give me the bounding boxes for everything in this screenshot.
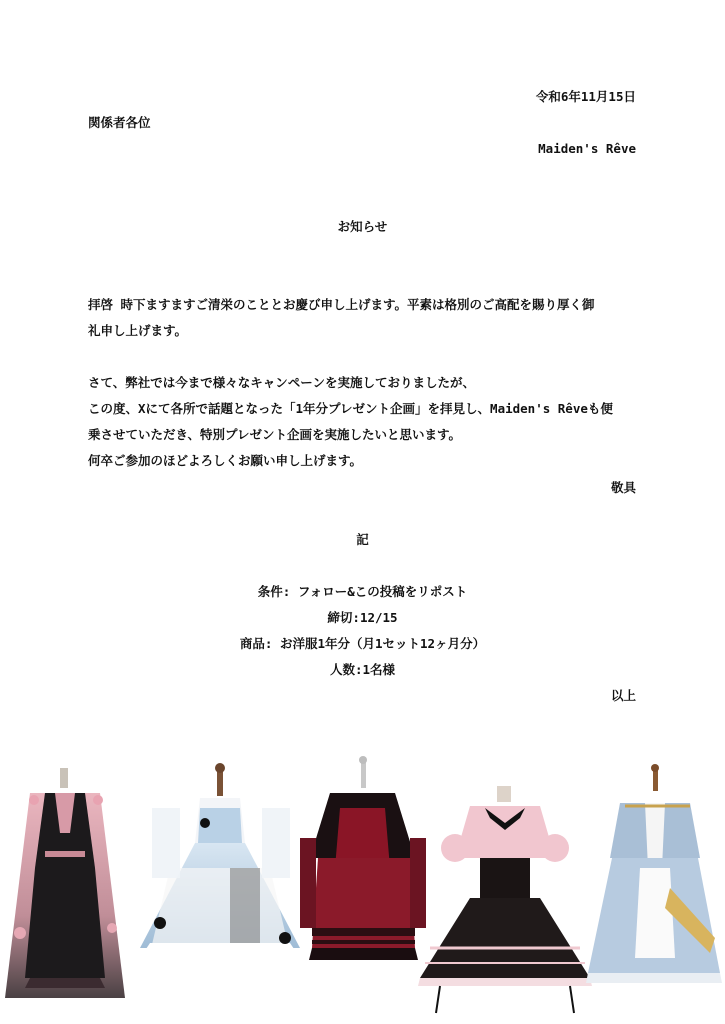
condition-line: 条件: フォロー&この投稿をリポスト bbox=[257, 584, 468, 599]
closing-keigu: 敬具 bbox=[610, 480, 636, 495]
dress-pink-cape bbox=[5, 768, 125, 998]
recipient: 関係者各位 bbox=[88, 115, 151, 130]
end-ijou: 以上 bbox=[610, 688, 636, 703]
product-line: 商品: お洋服1年分（月1セット12ヶ月分） bbox=[239, 636, 486, 651]
dress-red-cape bbox=[300, 756, 426, 960]
greeting-line-1: 拝啓 時下ますますご清栄のこととお慶び申し上げます。平素は格別のご高配を賜り厚く御 bbox=[88, 297, 595, 312]
body-line-4: 何卒ご参加のほどよろしくお願い申し上げます。 bbox=[88, 453, 363, 468]
letter-date: 令和6年11月15日 bbox=[535, 89, 636, 104]
greeting-line-2: 礼申し上げます。 bbox=[88, 323, 188, 338]
ki-heading: 記 bbox=[356, 532, 369, 547]
deadline-line: 締切:12/15 bbox=[327, 610, 398, 625]
letter-title: お知らせ bbox=[337, 219, 388, 234]
body-line-2: この度、Xにて各所で話題となった「1年分プレゼント企画」を拝見し、Maiden's Rêveも便 bbox=[88, 401, 613, 416]
dress-blue-coat bbox=[586, 764, 722, 983]
dress-blue-alice bbox=[140, 763, 300, 958]
winners-line: 人数:1名様 bbox=[329, 662, 396, 677]
sender: Maiden's Rêve bbox=[538, 141, 636, 156]
body-line-3: 乗させていただき、特別プレゼント企画を実施したいと思います。 bbox=[88, 427, 462, 442]
dress-lineup-image bbox=[0, 748, 725, 1018]
body-line-1: さて、弊社では今まで様々なキャンペーンを実施しておりましたが、 bbox=[88, 375, 476, 390]
dress-black-pink bbox=[418, 786, 592, 1013]
